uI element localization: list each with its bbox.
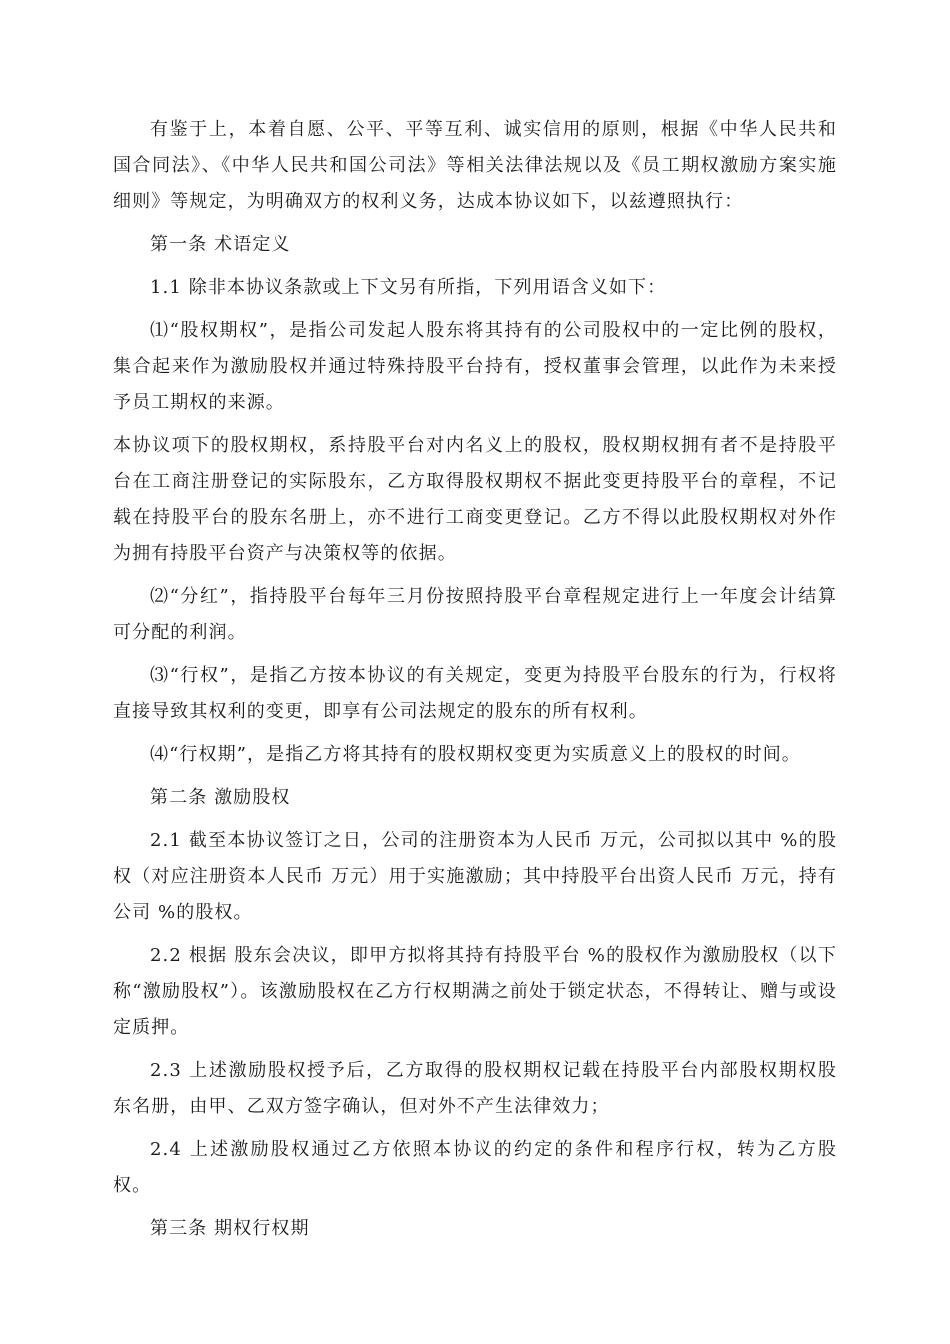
clause-2-2: 2.2 根据 股东会决议，即甲方拟将其持有持股平台 %的股权作为激励股权（以下称“激励股权”）。该激励股权在乙方行权期满之前处于锁定状态，不得转让、赠与或设定质押。 [113, 945, 837, 1038]
article-1-heading: 第一条 术语定义 [150, 234, 291, 255]
definition-1-equity-option: ⑴“股权期权”，是指公司发起人股东将其持有的公司股权中的一定比例的股权，集合起来作为激励股权并通过特殊持股平台持有，授权董事会管理，以此作为未来授予员工期权的来源。 [113, 320, 837, 413]
clause-2-1: 2.1 截至本协议签订之日，公司的注册资本为人民币 万元，公司拟以其中 %的股权（对应注册资本人民币 万元）用于实施激励；其中持股平台出资人民币 万元，持有公司 %的股权。 [113, 830, 837, 923]
definition-1-explanation: 本协议项下的股权期权，系持股平台对内名义上的股权，股权期权拥有者不是持股平台在工商注册登记的实际股东，乙方取得股权期权不据此变更持股平台的章程，不记载在持股平台的股东名册上，亦不进行工商变更登记。乙方不得以此股权期权对外作为拥有持股平台资产与决策权等的依据。 [113, 435, 837, 564]
article-2-heading: 第二条 激励股权 [150, 787, 291, 808]
clause-2-4: 2.4 上述激励股权通过乙方依照本协议的约定的条件和程序行权，转为乙方股权。 [113, 1139, 837, 1196]
clause-1-1: 1.1 除非本协议条款或上下文另有所指，下列用语含义如下： [150, 277, 667, 298]
definition-3-exercise: ⑶“行权”，是指乙方按本协议的有关规定，变更为持股平台股东的行为，行权将直接导致其权利的变更，即享有公司法规定的股东的所有权利。 [113, 665, 837, 722]
clause-2-3: 2.3 上述激励股权授予后，乙方取得的股权期权记载在持股平台内部股权期权股东名册，由甲、乙双方签字确认，但对外不产生法律效力； [113, 1060, 837, 1117]
definition-2-dividend: ⑵“分红”，指持股平台每年三月份按照持股平台章程规定进行上一年度会计结算可分配的利润。 [113, 586, 837, 643]
definition-4-exercise-period: ⑷“行权期”，是指乙方将其持有的股权期权变更为实质意义上的股权的时间。 [150, 744, 801, 765]
article-3-heading: 第三条 期权行权期 [150, 1218, 310, 1239]
preamble-paragraph: 有鉴于上，本着自愿、公平、平等互利、诚实信用的原则，根据《中华人民共和国合同法》、《中华人民共和国公司法》等相关法律法规以及《员工期权激励方案实施细则》等规定，为明确双方的权利义务，达成本协议如下，以兹遵照执行： [113, 119, 837, 212]
document-body [113, 112, 837, 1254]
